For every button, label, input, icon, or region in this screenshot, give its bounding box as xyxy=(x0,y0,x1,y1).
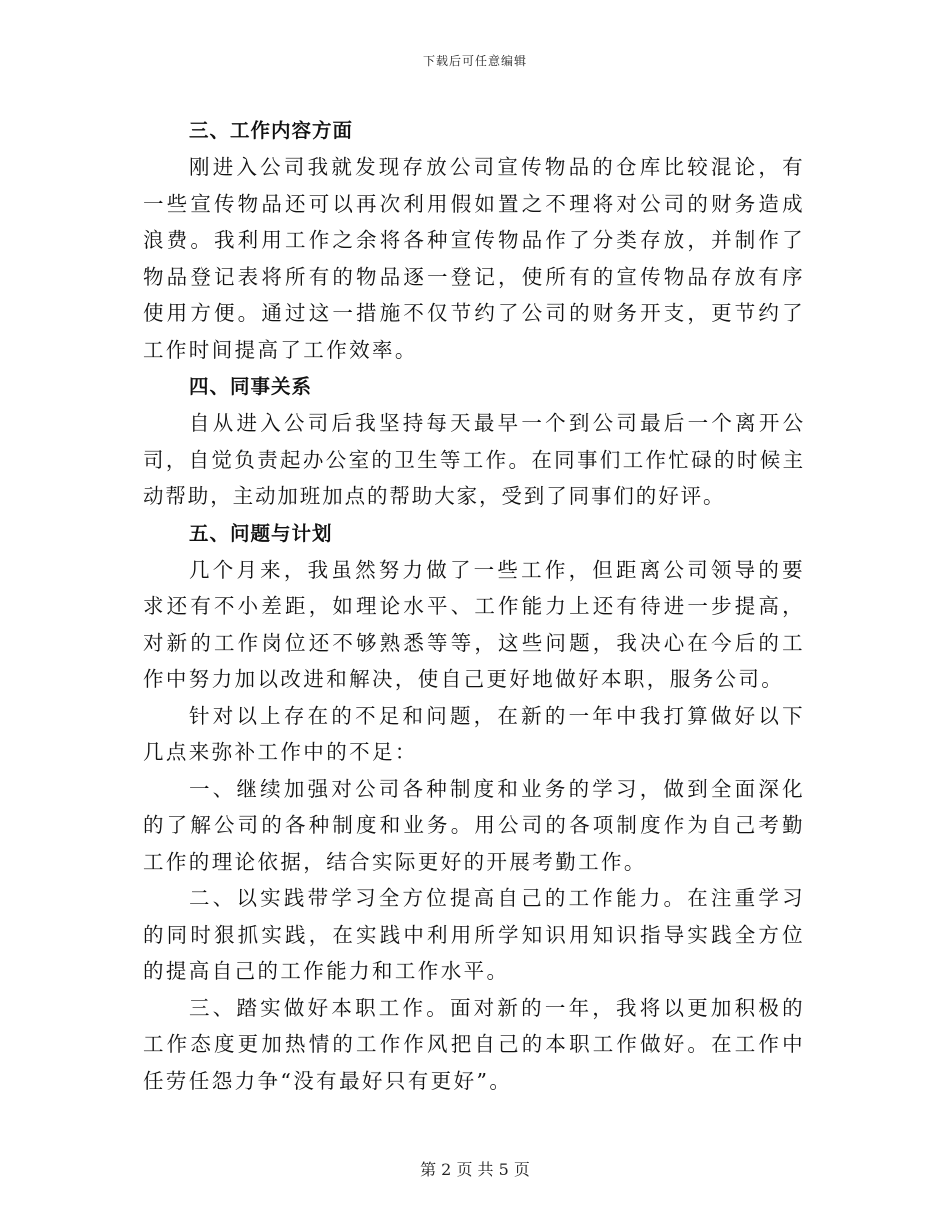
paragraph-plan-intro: 针对以上存在的不足和问题，在新的一年中我打算做好以下几点来弥补工作中的不足： xyxy=(143,703,805,764)
document-body xyxy=(143,112,805,1099)
paragraph-work-content: 刚进入公司我就发现存放公司宣传物品的仓库比较混论，有一些宣传物品还可以再次利用假如置之不理将对公司的财务造成浪费。我利用工作之余将各种宣传物品作了分类存放，并制作了物品登记表将所有的物品逐一登记，使所有的宣传物品存放有序使用方便。通过这一措施不仅节约了公司的财务开支，更节约了工作时间提高了工作效率。 xyxy=(143,155,805,362)
paragraph-colleagues: 自从进入公司后我坚持每天最早一个到公司最后一个离开公司，自觉负责起办公室的卫生等工作。在同事们工作忙碌的时候主动帮助，主动加班加点的帮助大家，受到了同事们的好评。 xyxy=(143,411,805,508)
paragraph-plan-item-1: 一、继续加强对公司各种制度和业务的学习，做到全面深化的了解公司的各种制度和业务。用公司的各项制度作为自己考勤工作的理论依据，结合实际更好的开展考勤工作。 xyxy=(143,776,805,874)
page-header: 下载后可任意编辑 xyxy=(422,54,527,68)
paragraph-problems: 几个月来，我虽然努力做了一些工作，但距离公司领导的要求还有不小差距，如理论水平、工作能力上还有待进一步提高，对新的工作岗位还不够熟悉等等，这些问题，我决心在今后的工作中努力加以改进和解决，使自己更好地做好本职，服务公司。 xyxy=(143,557,805,691)
paragraph-plan-item-3: 三、踏实做好本职工作。面对新的一年，我将以更加积极的工作态度更加热情的工作作风把自己的本职工作做好。在工作中任劳任怨力争“没有最好只有更好”。 xyxy=(143,995,805,1093)
page-footer-page-number: 第 2 页 共 5 页 xyxy=(420,1160,530,1179)
section-heading-work-content: 三、工作内容方面 xyxy=(189,119,354,142)
paragraph-plan-item-2: 二、以实践带学习全方位提高自己的工作能力。在注重学习的同时狠抓实践，在实践中利用所学知识用知识指导实践全方位的提高自己的工作能力和工作水平。 xyxy=(143,886,805,983)
section-heading-colleagues: 四、同事关系 xyxy=(189,375,313,398)
section-heading-problems-plan: 五、问题与计划 xyxy=(189,521,333,545)
